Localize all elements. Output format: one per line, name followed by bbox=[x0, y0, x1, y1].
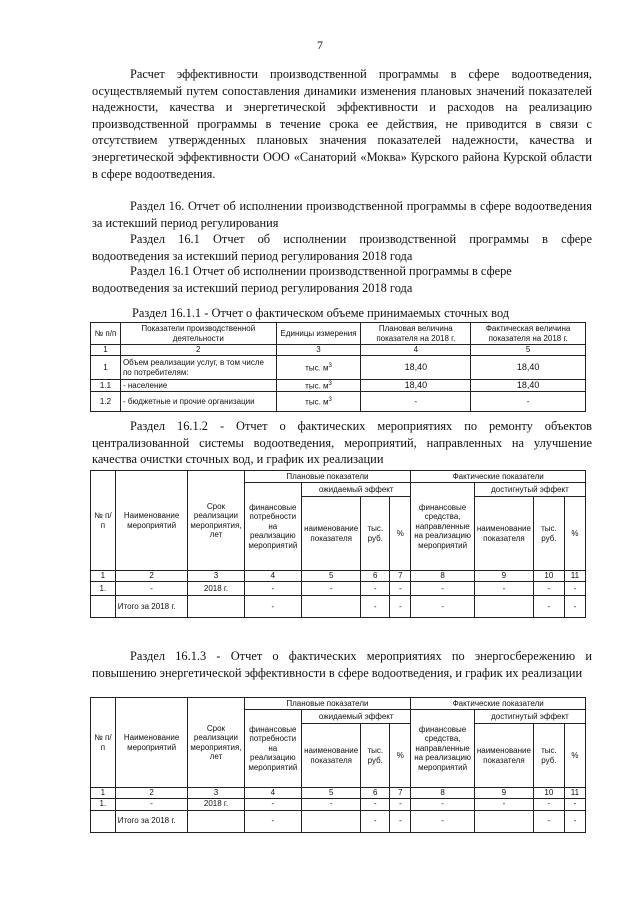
header-ths-rub: тыс. руб. bbox=[533, 497, 564, 571]
section-16-1-3-text: Раздел 16.1.3 - Отчет о фактических мероприятиях по энергосбережению и повышению энергетической эффективности в сфере водоотведения, и график их реализации bbox=[92, 649, 592, 680]
col-number: 4 bbox=[361, 345, 471, 356]
header-cell: Показатели производственной деятельности bbox=[120, 323, 276, 345]
row-plan: - bbox=[361, 392, 471, 412]
row-name: - население bbox=[120, 380, 276, 392]
col-number: 2 bbox=[115, 571, 188, 582]
section-16-1-1-caption: Раздел 16.1.1 - Отчет о фактическом объеме принимаемых сточных вод bbox=[132, 306, 510, 320]
col-number: 1 bbox=[91, 788, 116, 799]
header-indicator: наименование показателя bbox=[474, 724, 533, 788]
header-plan-finance: финансовые потребности на реализацию мероприятий bbox=[244, 710, 302, 788]
intro-paragraph bbox=[92, 66, 592, 182]
header-cell: Плановая величина показателя на 2018 г. bbox=[361, 323, 471, 345]
col-number: 7 bbox=[390, 788, 411, 799]
header-indicator: наименование показателя bbox=[474, 497, 533, 571]
col-number: 9 bbox=[474, 571, 533, 582]
header-ths-rub: тыс. руб. bbox=[361, 724, 390, 788]
header-achieved: достигнутый эффект bbox=[474, 710, 585, 724]
header-pct: % bbox=[564, 724, 585, 788]
section-16-1-2-text: Раздел 16.1.2 - Отчет о фактических мероприятиях по ремонту объектов централизованной системы водоотведения, мероприятий, направленных на улучшение качества очистки сточных вод, и график их реализации bbox=[92, 419, 592, 467]
energy-measures-table bbox=[90, 697, 586, 833]
header-plan: Плановые показатели bbox=[244, 698, 411, 710]
col-number: 6 bbox=[361, 788, 390, 799]
header-cell: Единицы измерения bbox=[276, 323, 361, 345]
header-num: № п/п bbox=[91, 471, 116, 571]
column-numbers-row bbox=[91, 345, 586, 356]
header-pct: % bbox=[390, 497, 411, 571]
col-number: 5 bbox=[302, 788, 361, 799]
header-term: Срок реализации мероприятия, лет bbox=[188, 698, 244, 788]
section-16-1b-text: Раздел 16.1 Отчет об исполнении производственной программы в сфере водоотведения за истекший период регулирования 2018 года bbox=[92, 264, 512, 295]
section-16-heading bbox=[92, 198, 592, 231]
col-number: 3 bbox=[188, 571, 244, 582]
row-num: 1 bbox=[91, 356, 121, 380]
section-16-1a-text: Раздел 16.1 Отчет об исполнении производственной программы в сфере водоотведения за истекший период регулирования 2018 года bbox=[92, 232, 592, 263]
col-number: 6 bbox=[361, 571, 390, 582]
volume-table-header bbox=[91, 323, 586, 345]
section-16-1-heading-b bbox=[92, 263, 592, 296]
intro-text: Расчет эффективности производственной программы в сфере водоотведения, осуществляемый путем сопоставления динамики изменения плановых значений показателей надежности, качества и энергетической эффективности и расходов на реализацию производственной программы в течение срока ее действия, не приводится в связи с отсутствием утвержденных плановых значения показателей надежности, качества и энергетической эффективности ООО «Санаторий «Моква» Курского района Курской области в сфере водоотведения. bbox=[92, 67, 592, 181]
section-16-1-2-heading bbox=[92, 418, 592, 468]
col-number: 11 bbox=[564, 788, 585, 799]
section-16-text: Раздел 16. Отчет об исполнении производственной программы в сфере водоотведения за истекший период регулирования bbox=[92, 199, 592, 230]
row-fact: 18,40 bbox=[471, 356, 586, 380]
row-num: 1.1 bbox=[91, 380, 121, 392]
table-row bbox=[91, 392, 586, 412]
col-number: 4 bbox=[244, 788, 302, 799]
row-unit: тыс. $м^3$ bbox=[276, 392, 361, 412]
table-row: 1. - 2018 г. - - - - - - - - bbox=[91, 798, 586, 810]
header-cell: № п/п bbox=[91, 323, 121, 345]
table-row bbox=[91, 356, 586, 380]
repair-measures-table bbox=[90, 470, 586, 618]
header-fact-finance: финансовые средства, направленные на реализацию мероприятий bbox=[411, 483, 475, 571]
header-ths-rub: тыс. руб. bbox=[533, 724, 564, 788]
header-pct: % bbox=[564, 497, 585, 571]
page-number: 7 bbox=[317, 38, 323, 52]
header-fact-finance: финансовые средства, направленные на реализацию мероприятий bbox=[411, 710, 475, 788]
section-16-1-3-heading bbox=[92, 648, 592, 681]
row-name: Объем реализации услуг, в том числе по потребителям: bbox=[120, 356, 276, 380]
row-fact: 18,40 bbox=[471, 380, 586, 392]
header-indicator: наименование показателя bbox=[302, 724, 361, 788]
header-cell: Фактическая величина показателя на 2018 г. bbox=[471, 323, 586, 345]
col-number: 1 bbox=[91, 345, 121, 356]
row-plan: 18,40 bbox=[361, 380, 471, 392]
col-number: 10 bbox=[533, 571, 564, 582]
header-plan-finance: финансовые потребности на реализацию мероприятий bbox=[244, 483, 302, 571]
section-16-1-heading-a bbox=[92, 231, 592, 264]
header-pct: % bbox=[390, 724, 411, 788]
header-indicator: наименование показателя bbox=[302, 497, 361, 571]
col-number: 7 bbox=[390, 571, 411, 582]
volume-table bbox=[90, 322, 586, 412]
row-fact: - bbox=[471, 392, 586, 412]
header-fact: Фактические показатели bbox=[411, 471, 586, 483]
header-fact: Фактические показатели bbox=[411, 698, 586, 710]
col-number: 10 bbox=[533, 788, 564, 799]
col-number: 8 bbox=[411, 571, 475, 582]
total-row: Итого за 2018 г. - - - - - - bbox=[91, 810, 586, 832]
row-plan: 18,40 bbox=[361, 356, 471, 380]
col-number: 8 bbox=[411, 788, 475, 799]
col-number: 2 bbox=[115, 788, 188, 799]
header-num: № п/п bbox=[91, 698, 116, 788]
header-name: Наименование мероприятий bbox=[115, 698, 188, 788]
col-number: 3 bbox=[276, 345, 361, 356]
col-number: 5 bbox=[471, 345, 586, 356]
header-achieved: достигнутый эффект bbox=[474, 483, 585, 497]
column-numbers-row bbox=[91, 571, 586, 582]
table-row bbox=[91, 380, 586, 392]
table-row: 1. - 2018 г. - - - - - - - - bbox=[91, 582, 586, 596]
header-plan: Плановые показатели bbox=[244, 471, 411, 483]
column-numbers-row bbox=[91, 788, 586, 799]
col-number: 11 bbox=[564, 571, 585, 582]
header-ths-rub: тыс. руб. bbox=[361, 497, 390, 571]
header-expected: ожидаемый эффект bbox=[302, 710, 411, 724]
row-name: - бюджетные и прочие организации bbox=[120, 392, 276, 412]
header-name: Наименование мероприятий bbox=[115, 471, 188, 571]
col-number: 5 bbox=[302, 571, 361, 582]
row-unit: тыс. $м^3$ bbox=[276, 380, 361, 392]
total-label: Итого за 2018 г. bbox=[115, 810, 188, 832]
col-number: 3 bbox=[188, 788, 244, 799]
total-label: Итого за 2018 г. bbox=[115, 596, 188, 618]
col-number: 9 bbox=[474, 788, 533, 799]
col-number: 2 bbox=[120, 345, 276, 356]
col-number: 1 bbox=[91, 571, 116, 582]
col-number: 4 bbox=[244, 571, 302, 582]
header-expected: ожидаемый эффект bbox=[302, 483, 411, 497]
row-num: 1.2 bbox=[91, 392, 121, 412]
row-unit: тыс. $м^3$ bbox=[276, 356, 361, 380]
header-term: Срок реализации мероприятия, лет bbox=[188, 471, 244, 571]
total-row: Итого за 2018 г. - - - - - - bbox=[91, 596, 586, 618]
